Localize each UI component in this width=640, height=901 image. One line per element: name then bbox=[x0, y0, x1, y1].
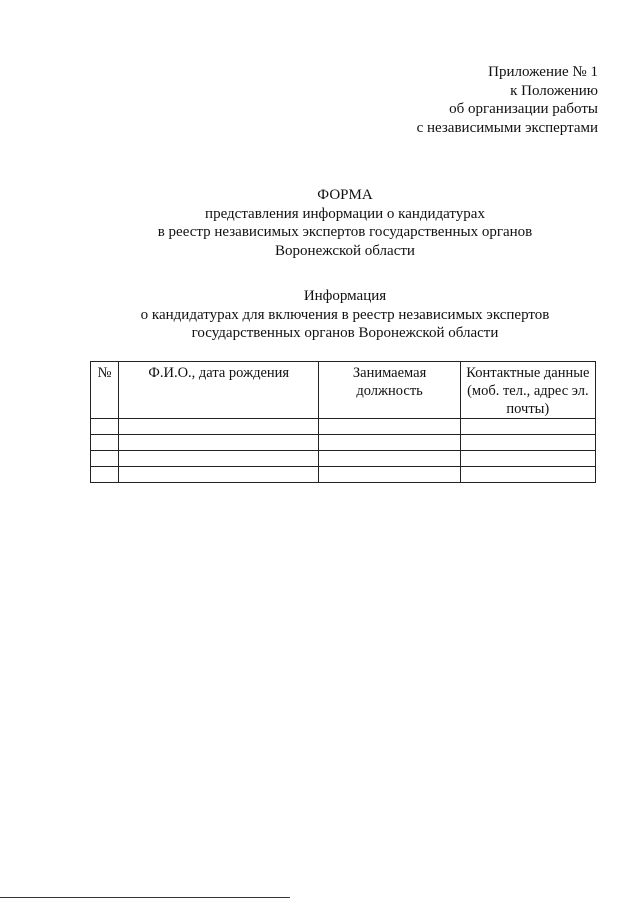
appendix-line: Приложение № 1 bbox=[488, 64, 598, 80]
table-cell bbox=[319, 451, 460, 467]
appendix-reference bbox=[417, 63, 598, 137]
table-row bbox=[91, 419, 596, 435]
table-row bbox=[91, 435, 596, 451]
table-row bbox=[91, 467, 596, 483]
info-title-line: государственных органов Воронежской области bbox=[191, 325, 499, 341]
table-cell bbox=[319, 419, 460, 435]
appendix-line: об организации работы bbox=[449, 101, 598, 117]
form-title bbox=[0, 186, 640, 260]
header-contacts: Контактные данные (моб. тел., адрес эл. почты) bbox=[460, 362, 595, 419]
appendix-line: с независимыми экспертами bbox=[416, 119, 598, 136]
form-title-line: представления информации о кандидатурах bbox=[205, 205, 485, 222]
table-cell bbox=[119, 467, 319, 483]
appendix-line: к Положению bbox=[510, 82, 598, 99]
info-title bbox=[0, 287, 640, 343]
table-cell bbox=[91, 467, 119, 483]
table-cell bbox=[119, 435, 319, 451]
table-cell bbox=[460, 467, 595, 483]
header-number: № bbox=[91, 362, 119, 419]
form-title-line: в реестр независимых экспертов государственных органов bbox=[157, 224, 533, 240]
table-row bbox=[91, 451, 596, 467]
footnote-divider bbox=[0, 897, 290, 898]
table-cell bbox=[460, 435, 595, 451]
table-cell bbox=[319, 435, 460, 451]
table-cell bbox=[119, 451, 319, 467]
info-title-line: о кандидатурах для включения в реестр независимых экспертов bbox=[140, 306, 550, 323]
table-cell bbox=[91, 435, 119, 451]
form-title-line: Воронежской области bbox=[275, 242, 415, 259]
candidates-table bbox=[90, 361, 596, 483]
header-position: Занимаемая должность bbox=[319, 362, 460, 419]
header-fio: Ф.И.О., дата рождения bbox=[119, 362, 319, 419]
info-title-line: Информация bbox=[303, 288, 387, 304]
table-cell bbox=[91, 451, 119, 467]
table-cell bbox=[460, 419, 595, 435]
form-title-line: ФОРМА bbox=[317, 187, 373, 203]
table-cell bbox=[460, 451, 595, 467]
table-cell bbox=[319, 467, 460, 483]
table-cell bbox=[119, 419, 319, 435]
table-cell bbox=[91, 419, 119, 435]
table-header-row bbox=[91, 362, 596, 419]
